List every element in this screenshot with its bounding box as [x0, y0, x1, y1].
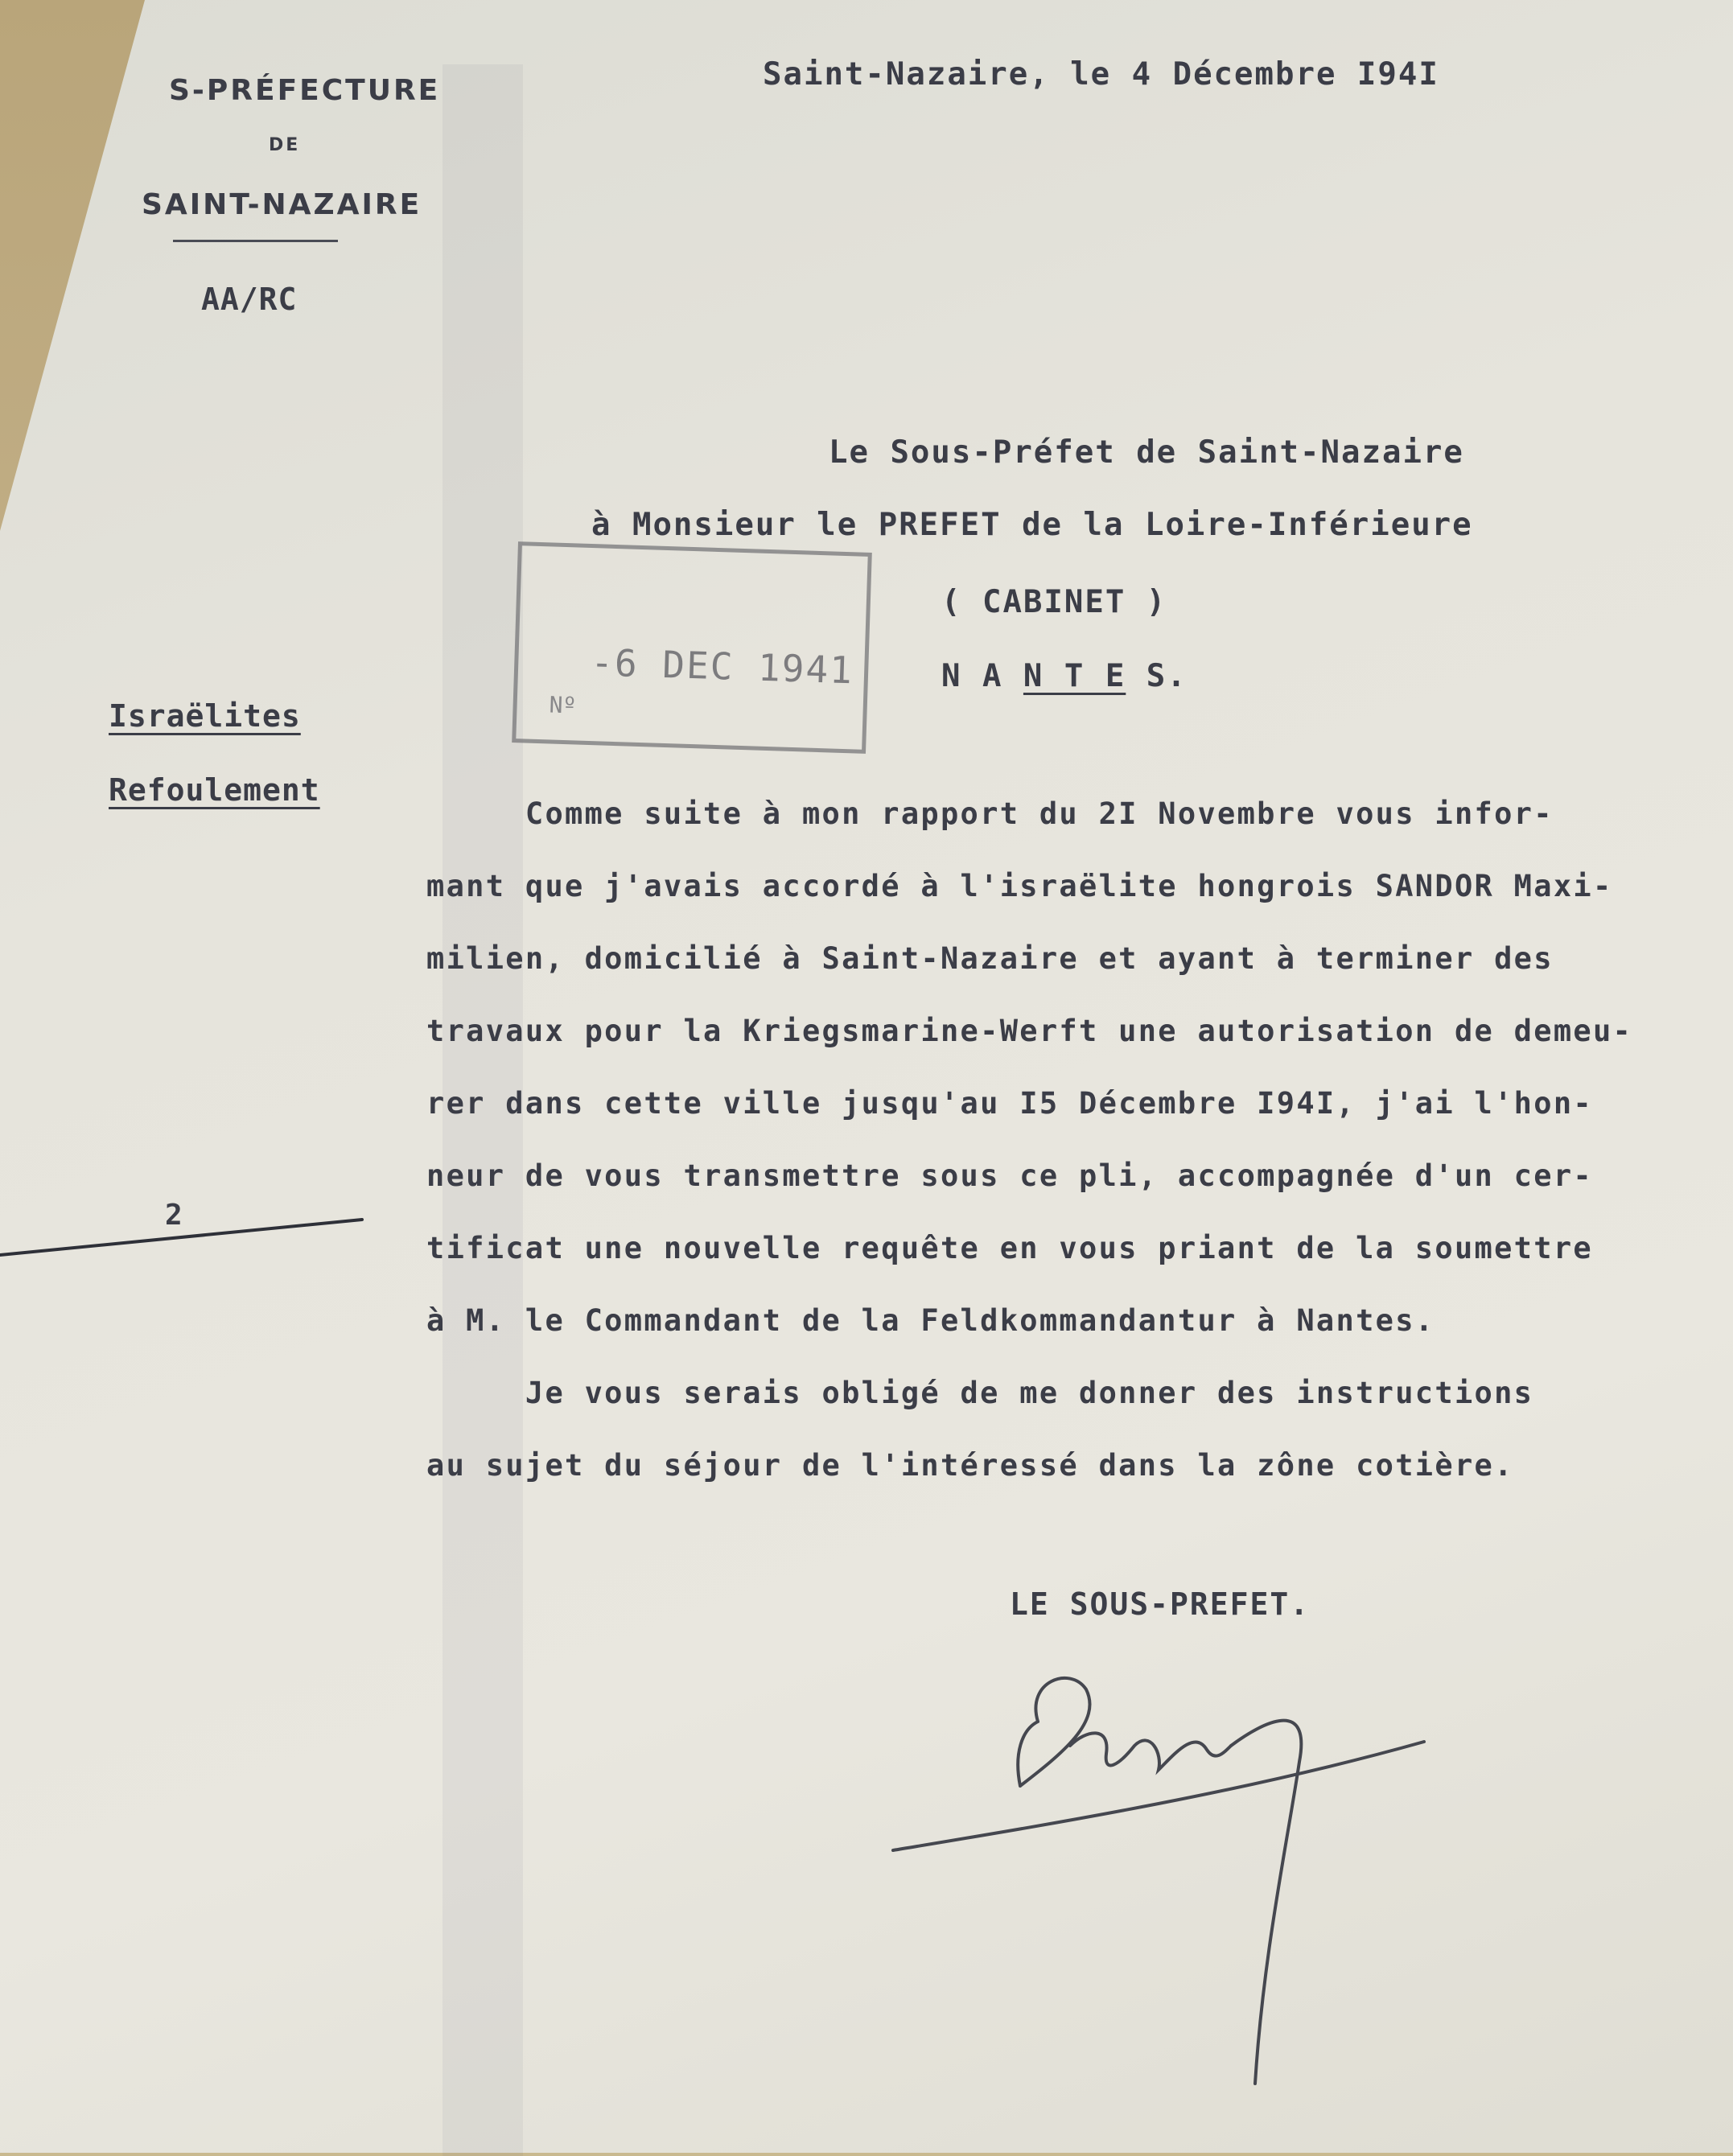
date-line: Saint-Nazaire, le 4 Décembre I94I [763, 56, 1439, 93]
letterhead-rule [173, 240, 338, 242]
stamp-date: -6 DEC 1941 [590, 640, 854, 693]
letterhead-line-2: DE [269, 135, 301, 155]
body-line: Je vous serais obligé de me donner des instructions [426, 1376, 1534, 1410]
closing-title: LE SOUS-PREFET. [1010, 1586, 1311, 1622]
enclosure-rule [0, 1207, 370, 1263]
letterhead-line-3: SAINT-NAZAIRE [142, 188, 422, 221]
body-line: milien, domicilié à Saint-Nazaire et ayant à terminer des [426, 941, 1554, 976]
body-line: tificat une nouvelle requête en vous priant de la soumettre [426, 1231, 1593, 1265]
reference-code: AA/RC [201, 282, 298, 317]
recipient-cabinet: ( CABINET ) [941, 584, 1167, 620]
recipient-city [941, 658, 1188, 694]
letterhead-line-1: S-PRÉFECTURE [169, 74, 441, 107]
body-line: rer dans cette ville jusqu'au I5 Décembre I94I, j'ai l'hon- [426, 1086, 1593, 1121]
stamp-number-label: Nº [549, 691, 577, 719]
subject-line-1: Israëlites [109, 698, 301, 734]
recipient-city-underlined: N T E [1023, 658, 1126, 694]
sender-line: Le Sous-Préfet de Saint-Nazaire [829, 434, 1464, 471]
enclosure-count: 2 [165, 1199, 183, 1232]
recipient-city-start: N A [941, 658, 1023, 694]
recipient-line: à Monsieur le PREFET de la Loire-Inférieure [591, 507, 1473, 543]
subject-line-2: Refoulement [109, 772, 320, 808]
body-line: mant que j'avais accordé à l'israëlite hongrois SANDOR Maxi- [426, 869, 1613, 903]
recipient-city-end: S. [1126, 658, 1188, 694]
body-line: Comme suite à mon rapport du 2I Novembre vous infor- [426, 796, 1554, 831]
body-line: neur de vous transmettre sous ce pli, accompagnée d'un cer- [426, 1158, 1593, 1193]
reception-stamp [512, 541, 872, 754]
body-line: à M. le Commandant de la Feldkommandantur à Nantes. [426, 1303, 1435, 1338]
body-line: travaux pour la Kriegsmarine-Werft une autorisation de demeu- [426, 1014, 1633, 1048]
handwritten-signature [877, 1633, 1456, 2156]
body-line: au sujet du séjour de l'intéressé dans la zône cotière. [426, 1448, 1514, 1483]
